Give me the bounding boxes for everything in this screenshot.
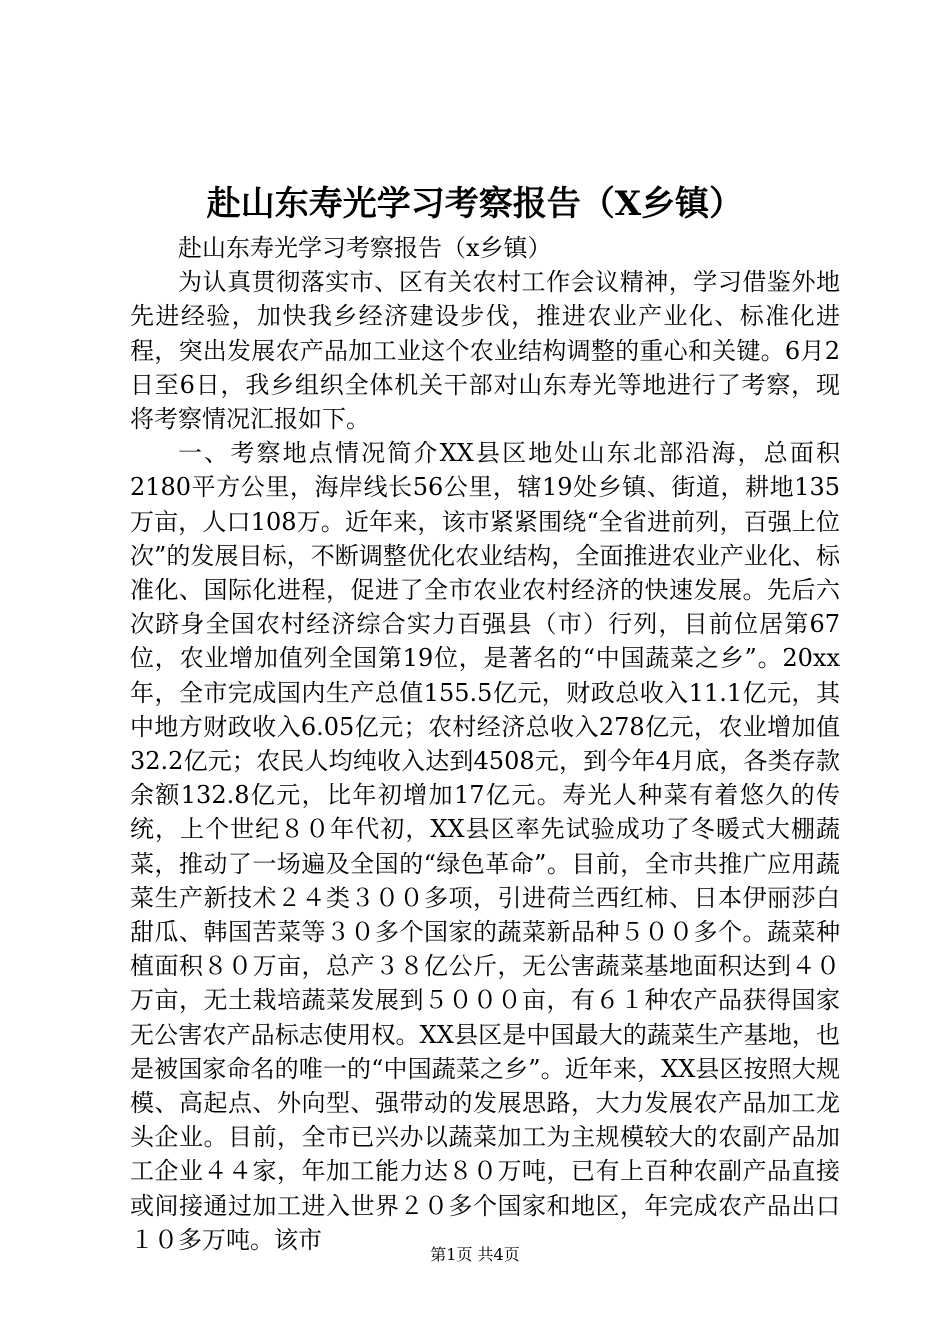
body-paragraph-subtitle: 赴山东寿光学习考察报告（x乡镇） <box>178 234 552 262</box>
page-footer: 第1页 共4页 <box>430 1245 520 1264</box>
body-paragraph-intro: 为认真贯彻落实市、区有关农村工作会议精神，学习借鉴外地先进经验，加快我乡经济建设步伐，推进农业产业化、标准化进程，突出发展农产品加工业这个农业结构调整的重心和关键。6月2日至6日，我乡组织全体机关干部对山东寿光等地进行了考察，现将考察情况汇报如下。 <box>130 268 840 434</box>
document-title: 赴山东寿光学习考察报告（X乡镇） <box>206 184 744 224</box>
document-body <box>130 231 840 1257</box>
body-paragraph-section-1: 一、考察地点情况简介XX县区地处山东北部沿海，总面积2180平方公里，海岸线长56公里，辖19处乡镇、街道，耕地135万亩，人口108万。近年来，该市紧紧围绕“全省进前列，百强上位次”的发展目标，不断调整优化农业结构，全面推进农业产业化、标准化、国际化进程，促进了全市农业农村经济的快速发展。先后六次跻身全国农村经济综合实力百强县（市）行列，目前位居第67位，农业增加值列全国第19位，是著名的“中国蔬菜之乡”。20xx年，全市完成国内生产总值155.5亿元，财政总收入11.1亿元，其中地方财政收入6.05亿元；农村经济总收入278亿元，农业增加值32.2亿元；农民人均纯收入达到4508元，到今年4月底，各类存款余额132.8亿元，比年初增加17亿元。寿光人种菜有着悠久的传统，上个世纪８０年代初，XX县区率先试验成功了冬暖式大棚蔬菜，推动了一场遍及全国的“绿色革命”。目前，全市共推广应用蔬菜生产新技术２４类３００多项，引进荷兰西红柿、日本伊丽莎白甜瓜、韩国苦菜等３０多个国家的蔬菜新品种５００多个。蔬菜种植面积８０万亩，总产３８亿公斤，无公害蔬菜基地面积达到４０万亩，无土栽培蔬菜发展到５０００亩，有６１种农产品获得国家无公害农产品标志使用权。XX县区是中国最大的蔬菜生产基地，也是被国家命名的唯一的“中国蔬菜之乡”。近年来，XX县区按照大规模、高起点、外向型、强带动的发展思路，大力发展农产品加工龙头企业。目前，全市已兴办以蔬菜加工为主规模较大的农副产品加工企业４４家，年加工能力达８０万吨，已有上百种农副产品直接或间接通过加工进入世界２０多个国家和地区，年完成农产品出口１０多万吨。该市 <box>130 439 840 1254</box>
